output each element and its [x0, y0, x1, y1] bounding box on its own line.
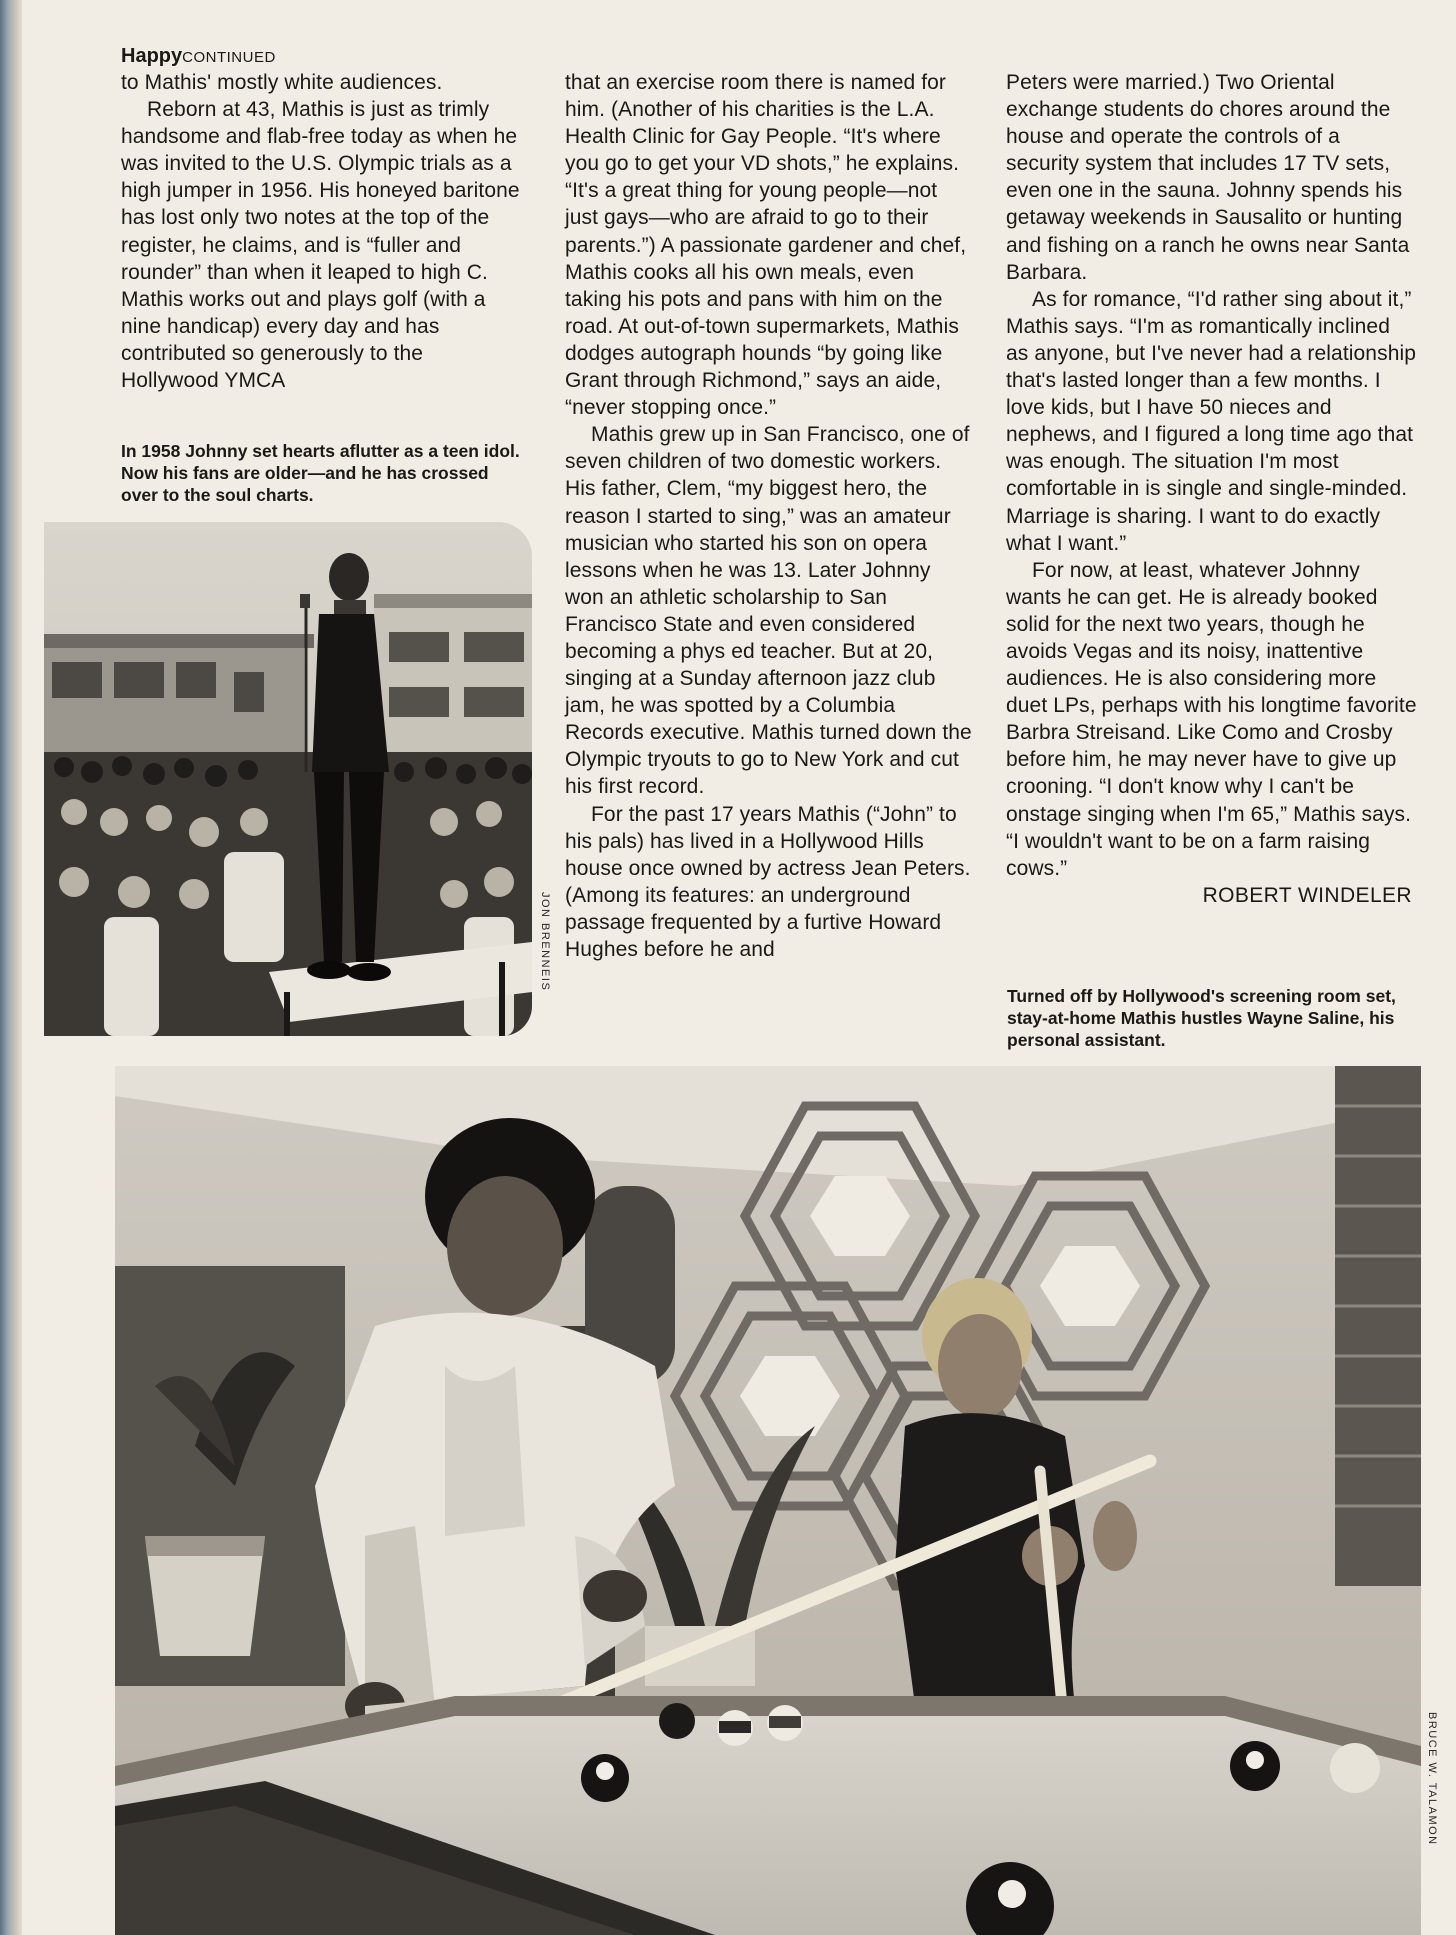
photo-caption-top: In 1958 Johnny set hearts aflutter as a teen idol. Now his fans are older—and he has crossed over to the soul charts.: [121, 441, 520, 505]
billiards-photo: [115, 1066, 1421, 1935]
author-byline: ROBERT WINDELER: [1202, 883, 1412, 907]
paragraph: that an exercise room there is named for him. (Another of his charities is the L.A. Health Clinic for Gay People. “It's where you go to get your VD shots,” he explains. “It's a great thing for young people—not just gays—who are afraid to go to their parents.”) A passionate gardener and chef, Mathis cooks all his own meals, even taking his pots and pans with him on the road. At out-of-town supermarkets, Mathis dodges autograph hounds “by going like Grant through Richmond,” says an aide, “never stopping once.”: [565, 71, 967, 420]
article-column-3: [1006, 69, 1418, 909]
paragraph: For now, at least, whatever Johnny wants he can get. He is already booked solid for the next two years, though he avoids Vegas and its noisy, inattentive audiences. He is also considering more duet LPs, perhaps with his longtime favorite Barbra Streisand. Like Como and Crosby before him, he may never have to give up crooning. “I don't know why I can't be onstage singing when I'm 65,” Mathis says. “I wouldn't want to be on a farm raising cows.”: [1006, 558, 1417, 880]
magazine-spine-edge: [0, 0, 22, 1935]
section-header: [121, 44, 276, 70]
paragraph: Mathis grew up in San Francisco, one of seven children of two domestic workers. His father, Clem, “my biggest hero, the reason I started to sing,” was an amateur musician who started his son on opera lessons when he was 13. Later Johnny won an athletic scholarship to San Francisco State and even considered becoming a phys ed teacher. But at 20, singing at a Sunday afternoon jazz club jam, he was spotted by a Columbia Records executive. Mathis turned down the Olympic tryouts to go to New York and cut his first record.: [565, 423, 972, 799]
photo-credit-bottom: BRUCE W. TALAMON: [1426, 1712, 1438, 1846]
photo-caption-bottom: Turned off by Hollywood's screening room set, stay-at-home Mathis hustles Wayne Saline, his personal assistant.: [1007, 986, 1396, 1050]
photo-credit-top: JON BRENNEIS: [539, 892, 551, 992]
paragraph: As for romance, “I'd rather sing about it,” Mathis says. “I'm as romantically inclined as anyone, but I've never had a relationship that's lasted longer than a few months. I love kids, but I have 50 nieces and nephews, and I figured a long time ago that was enough. The situation I'm most comfortable in is single and single-minded. Marriage is sharing. I want to do exactly what I want.”: [1006, 287, 1417, 555]
paragraph: to Mathis' mostly white audiences.: [121, 71, 443, 94]
magazine-page: [22, 0, 1456, 1935]
paragraph: For the past 17 years Mathis (“John” to his pals) has lived in a Hollywood Hills house once owned by actress Jean Peters. (Among its features: an underground passage frequented by a furtive Howard Hughes before he and: [565, 802, 971, 961]
paragraph: Reborn at 43, Mathis is just as trimly handsome and flab-free today as when he was invited to the U.S. Olympic trials as a high jumper in 1956. His honeyed baritone has lost only two notes at the top of the register, he claims, and is “fuller and rounder” than when it leaped to high C. Mathis works out and plays golf (with a nine handicap) every day and has contributed so generously to the Hollywood YMCA: [121, 98, 520, 393]
paragraph: Peters were married.) Two Oriental exchange students do chores around the house and operate the controls of a security system that includes 17 TV sets, even one in the sauna. Johnny spends his getaway weekends in Sausalito or hunting and fishing on a ranch he owns near Santa Barbara.: [1006, 71, 1410, 284]
article-column-2: [565, 69, 975, 963]
continued-label: CONTINUED: [182, 49, 276, 66]
section-word: Happy: [121, 45, 183, 67]
concert-photo-1958: [44, 522, 532, 1036]
article-column-1: [121, 69, 521, 394]
